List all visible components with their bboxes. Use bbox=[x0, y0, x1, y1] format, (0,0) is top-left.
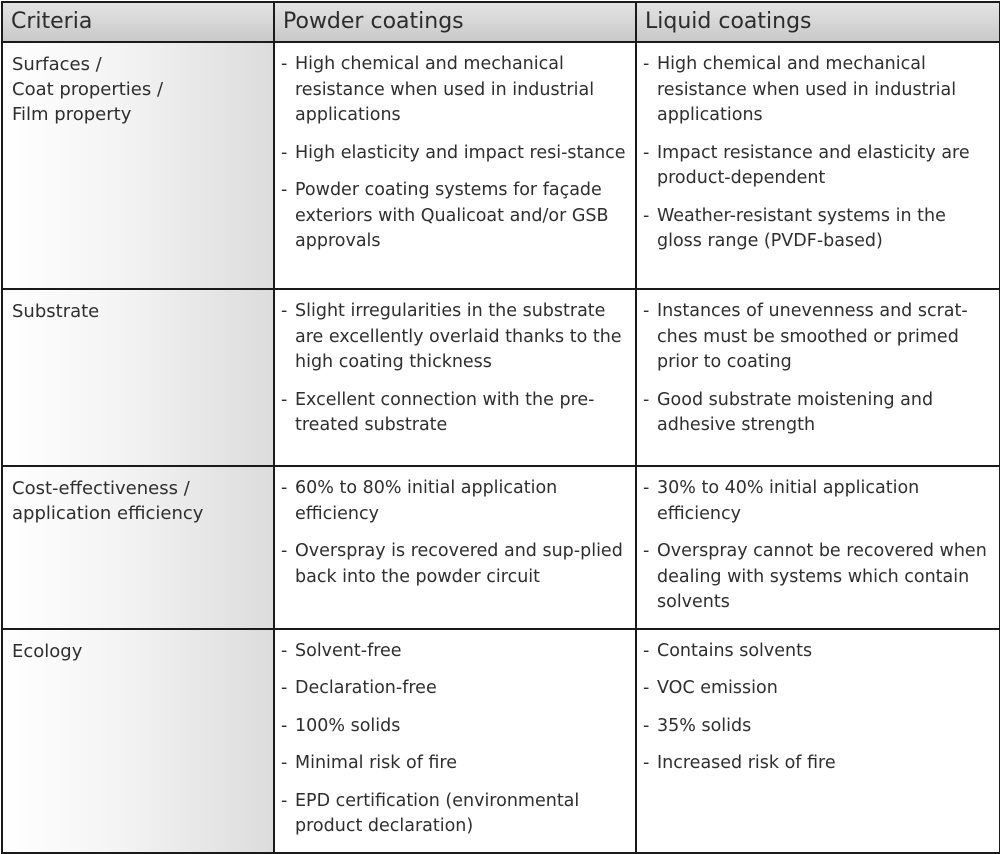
header-powder-coatings: Powder coatings bbox=[274, 2, 636, 42]
list-item: - 35% solids bbox=[643, 715, 752, 736]
list-item: - Impact resistance and elasticity are product-dependent bbox=[643, 142, 970, 188]
criteria-line: application efficiency bbox=[12, 503, 204, 524]
list-item: - High chemical and mechanical resistance when used in industrial applications bbox=[643, 54, 957, 125]
bullet-list bbox=[643, 476, 993, 616]
list-item: - EPD certification (environmental product declaration) bbox=[281, 790, 580, 836]
list-item: - Increased risk of fire bbox=[643, 753, 836, 773]
list-item: - Excellent connection with the pre-treated substrate bbox=[281, 389, 595, 435]
liquid-cell bbox=[636, 466, 1000, 629]
list-item: - Weather-resistant systems in the gloss range (PVDF-based) bbox=[643, 205, 946, 251]
bullet-list bbox=[643, 299, 993, 439]
bullet-list bbox=[643, 52, 993, 255]
powder-cell bbox=[274, 289, 636, 466]
list-item: - Slight irregularities in the substrate are excellently overlaid thanks to the high coating thickness bbox=[281, 301, 622, 372]
criteria-line: Film property bbox=[12, 104, 132, 125]
list-item: - Overspray is recovered and sup-plied back into the powder circuit bbox=[281, 541, 623, 587]
list-item: - Solvent-free bbox=[281, 640, 402, 661]
liquid-cell bbox=[636, 289, 1000, 466]
list-item: - High chemical and mechanical resistance when used in industrial applications bbox=[281, 54, 595, 125]
liquid-cell bbox=[636, 42, 1000, 289]
bullet-list bbox=[643, 639, 993, 777]
list-item: - Minimal risk of fire bbox=[281, 753, 458, 773]
bullet-list bbox=[281, 299, 629, 439]
comparison-table bbox=[1, 1, 1000, 854]
powder-cell bbox=[274, 629, 636, 853]
criteria-cell bbox=[2, 466, 274, 629]
list-item: - High elasticity and impact resi-stance bbox=[281, 142, 626, 163]
criteria-line: Surfaces / bbox=[12, 54, 102, 75]
list-item: - 60% to 80% initial application efficiency bbox=[281, 478, 558, 524]
list-item: - Contains solvents bbox=[643, 640, 813, 661]
list-item: - 30% to 40% initial application efficiency bbox=[643, 478, 920, 524]
list-item: - Instances of unevenness and scrat-ches must be smoothed or primed prior to coating bbox=[643, 301, 968, 372]
powder-cell bbox=[274, 466, 636, 629]
table-row bbox=[2, 289, 1000, 466]
list-item: - Good substrate moistening and adhesive strength bbox=[643, 389, 934, 435]
criteria-cell bbox=[2, 42, 274, 289]
criteria-cell bbox=[2, 289, 274, 466]
bullet-list bbox=[281, 476, 629, 590]
header-liquid-coatings: Liquid coatings bbox=[636, 2, 1000, 42]
header-row bbox=[2, 2, 1000, 42]
list-item: - Declaration-free bbox=[281, 678, 437, 698]
liquid-cell bbox=[636, 629, 1000, 853]
criteria-line: Cost-effectiveness / bbox=[12, 478, 190, 499]
list-item: - VOC emission bbox=[643, 678, 778, 698]
list-item: - Powder coating systems for façade exteriors with Qualicoat and/or GSB approvals bbox=[281, 180, 609, 251]
list-item: - 100% solids bbox=[281, 715, 401, 736]
criteria-cell bbox=[2, 629, 274, 853]
header-criteria: Criteria bbox=[2, 2, 274, 42]
bullet-list bbox=[281, 639, 629, 840]
bullet-list bbox=[281, 52, 629, 255]
list-item: - Overspray cannot be recovered when dealing with systems which contain solvents bbox=[643, 541, 987, 612]
criteria-line: Ecology bbox=[12, 640, 83, 662]
table-row bbox=[2, 629, 1000, 853]
criteria-line: Coat properties / bbox=[12, 79, 164, 100]
criteria-line: Substrate bbox=[12, 301, 100, 322]
powder-cell bbox=[274, 42, 636, 289]
table-row bbox=[2, 466, 1000, 629]
table-row bbox=[2, 42, 1000, 289]
